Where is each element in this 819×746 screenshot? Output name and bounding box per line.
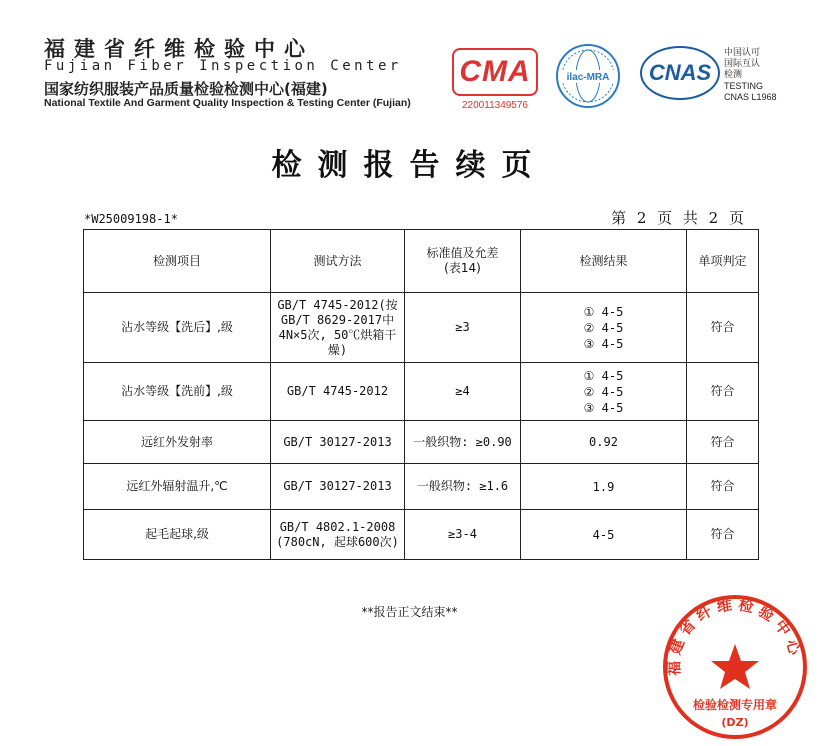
ilac-mra-logo xyxy=(555,43,621,109)
result-value: 1.9 xyxy=(592,479,615,494)
seal-code: (DZ) xyxy=(721,716,749,729)
center-name-zh: 国家纺织服装产品质量检验检测中心(福建) xyxy=(44,80,328,98)
cell-method: GB/T 4745-2012 xyxy=(271,363,405,421)
page-info: 第 2 页 共 2 页 xyxy=(611,209,747,227)
result-value: ① 4-5 xyxy=(583,304,624,319)
result-value: ③ 4-5 xyxy=(583,336,624,351)
cell-result xyxy=(521,510,687,560)
cnas-logo xyxy=(640,46,777,102)
cell-verdict: 符合 xyxy=(687,363,759,421)
org-name-zh: 福建省纤维检验中心 xyxy=(44,37,314,61)
cell-result xyxy=(521,421,687,464)
cell-standard: ≥3 xyxy=(405,293,521,363)
cell-standard: 一般织物: ≥0.90 xyxy=(405,421,521,464)
cma-text: MA xyxy=(482,55,531,88)
result-value: ② 4-5 xyxy=(583,320,624,335)
cma-logo: C MA 220011349576 xyxy=(452,48,538,111)
cell-result xyxy=(521,293,687,363)
table-row xyxy=(84,421,759,464)
report-title: 检测报告续页 xyxy=(271,148,548,183)
cnas-caption: 中国认可 国际互认 检测 TESTING CNAS L1968 xyxy=(724,48,777,102)
table-header-row xyxy=(84,230,759,293)
header-standard: 标准值及允差 (表14) xyxy=(405,230,521,293)
end-note: **报告正文结束** xyxy=(361,605,458,619)
cell-method: GB/T 4745-2012(按GB/T 8629-2017中4N×5次, 50℃烘箱干燥) xyxy=(271,293,405,363)
cell-verdict: 符合 xyxy=(687,421,759,464)
result-value: ① 4-5 xyxy=(583,368,624,383)
header-method: 测试方法 xyxy=(271,230,405,293)
cell-item: 远红外辐射温升,℃ xyxy=(84,464,271,510)
official-seal xyxy=(660,592,810,742)
cell-item: 沾水等级【洗前】,级 xyxy=(84,363,271,421)
cell-standard: ≥4 xyxy=(405,363,521,421)
cell-item: 起毛起球,级 xyxy=(84,510,271,560)
ilac-text: ilac-MRA xyxy=(566,72,610,83)
cell-verdict: 符合 xyxy=(687,464,759,510)
seal-inner-text: 检验检测专用章 xyxy=(692,698,778,712)
report-number: *W25009198-1* xyxy=(84,212,178,226)
cell-verdict: 符合 xyxy=(687,293,759,363)
cell-standard: ≥3-4 xyxy=(405,510,521,560)
cell-standard: 一般织物: ≥1.6 xyxy=(405,464,521,510)
result-value: ② 4-5 xyxy=(583,384,624,399)
cma-number: 220011349576 xyxy=(462,100,528,111)
cell-method: GB/T 4802.1-2008 (780cN, 起球600次) xyxy=(271,510,405,560)
result-value: 4-5 xyxy=(592,527,615,542)
header-result: 检测结果 xyxy=(521,230,687,293)
cell-result xyxy=(521,363,687,421)
header-verdict: 单项判定 xyxy=(687,230,759,293)
table-row xyxy=(84,293,759,363)
table-row xyxy=(84,510,759,560)
table-row xyxy=(84,464,759,510)
results-table xyxy=(83,229,759,560)
center-name-en: National Textile And Garment Quality Inspection & Testing Center (Fujian) xyxy=(44,97,411,109)
seal-outer-text: 福建省纤维检验中心 xyxy=(664,595,806,676)
header-item: 检测项目 xyxy=(84,230,271,293)
table-row xyxy=(84,363,759,421)
org-name-en: Fujian Fiber Inspection Center xyxy=(44,58,402,74)
result-value: ③ 4-5 xyxy=(583,400,624,415)
cell-method: GB/T 30127-2013 xyxy=(271,421,405,464)
cell-method: GB/T 30127-2013 xyxy=(271,464,405,510)
cell-item: 远红外发射率 xyxy=(84,421,271,464)
cell-verdict: 符合 xyxy=(687,510,759,560)
cell-item: 沾水等级【洗后】,级 xyxy=(84,293,271,363)
cnas-text: CNAS xyxy=(640,46,720,100)
result-value: 0.92 xyxy=(589,435,618,449)
cell-result xyxy=(521,464,687,510)
